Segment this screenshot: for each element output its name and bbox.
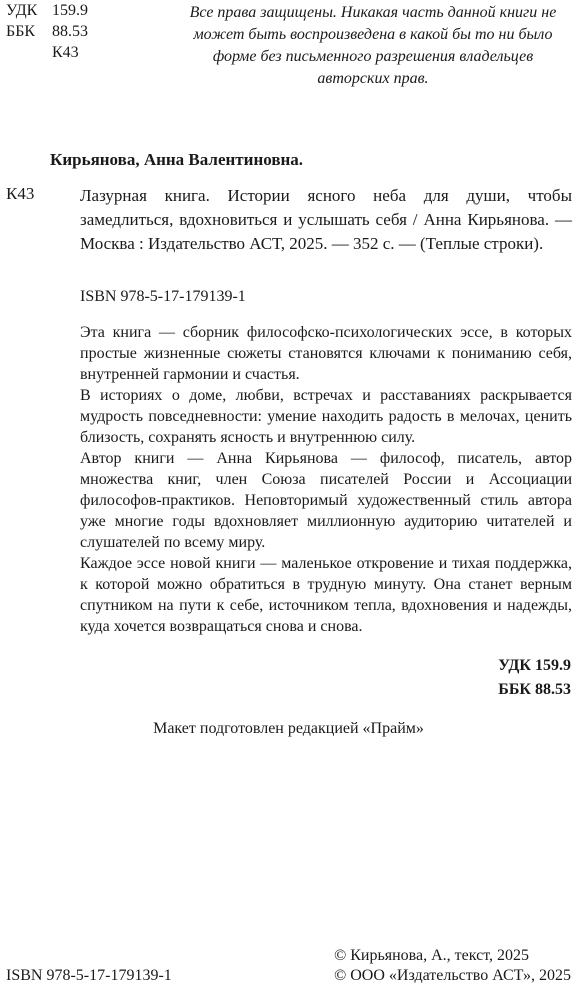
code-value: К43 xyxy=(52,44,79,61)
code-label: УДК xyxy=(6,2,38,19)
annotation-paragraph: Каждое эссе новой книги — маленькое откровение и тихая поддержка, к которой можно обратиться в трудную минуту. Она станет верным спутником на пути к себе, источником тепла, вдохновения и надежды, куда хочется возвращаться снова и снова. xyxy=(80,555,572,635)
code-value: 88.53 xyxy=(52,23,88,40)
footer-isbn: ISBN 978-5-17-179139-1 xyxy=(6,967,172,984)
annotation xyxy=(80,322,572,637)
bib-isbn: ISBN 978-5-17-179139-1 xyxy=(80,288,246,305)
classification-codes xyxy=(6,0,88,63)
copyright-line: © Кирьянова, А., текст, 2025 xyxy=(334,947,530,964)
annotation-paragraph: В историях о доме, любви, встречах и расставаниях раскрывается мудрость повседневности: умение находить радость в мелочах, ценить близость, сохранять ясность и внутреннюю силу. xyxy=(80,387,572,446)
code-row xyxy=(6,21,88,42)
code-label: ББК xyxy=(6,23,36,40)
udk-code: УДК 159.9 xyxy=(498,657,571,674)
class-codes xyxy=(498,654,571,702)
code-label xyxy=(6,42,52,63)
annotation-paragraph: Автор книги — Анна Кирьянова — философ, писатель, автор множества книг, член Союза писателей России и Ассоциации философов-практиков. Неповторимый художественный стиль автора уже многие годы вдохновляет миллионную аудиторию читателей и слушателей по всему миру. xyxy=(80,450,572,551)
annotation-paragraph: Эта книга — сборник философско-психологических эссе, в которых простые жизненные сюжеты становятся ключами к пониманию себя, внутренней гармонии и счастья. xyxy=(80,324,572,383)
code-value: 159.9 xyxy=(52,2,88,19)
code-row xyxy=(6,42,88,63)
bib-code: К43 xyxy=(6,184,35,203)
author-heading: Кирьянова, Анна Валентиновна. xyxy=(50,150,304,169)
bib-description: Лазурная книга. Истории ясного неба для души, чтобы замедлиться, вдохновиться и услышать себя / Анна Кирьянова. — Москва : Издательство АСТ, 2025. — 352 с. — (Теплые строки). xyxy=(80,186,572,253)
copyright-line: © ООО «Издательство АСТ», 2025 xyxy=(334,967,571,984)
bbk-code: ББК 88.53 xyxy=(498,681,571,698)
code-row xyxy=(6,0,88,21)
prepared-by: Макет подготовлен редакцией «Прайм» xyxy=(153,720,424,737)
rights-notice: Все права защищены. Никакая часть данной книги не может быть воспроизведена в какой бы то ни было форме без письменного разрешения владельцев авторских прав. xyxy=(189,4,557,87)
copyright xyxy=(334,946,571,986)
